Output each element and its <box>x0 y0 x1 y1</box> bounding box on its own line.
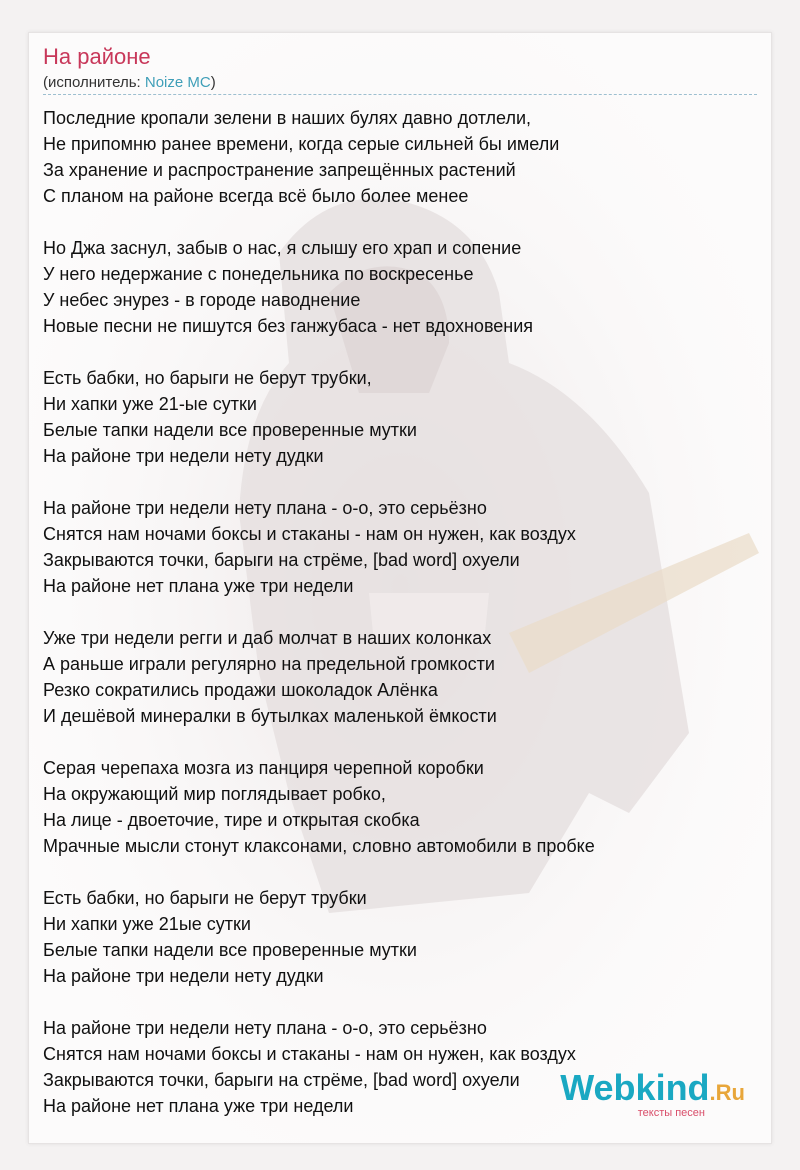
lyrics-line: Не припомню ранее времени, когда серые сильней бы имели <box>43 134 560 154</box>
lyrics-line: Снятся нам ночами боксы и стаканы - нам он нужен, как воздух <box>43 524 576 544</box>
lyrics-stanza <box>43 495 763 599</box>
lyrics-card <box>28 32 772 1144</box>
logo-main-text: Webkind <box>560 1067 710 1108</box>
lyrics-line: Ни хапки уже 21-ые сутки <box>43 394 257 414</box>
lyrics-line: На районе нет плана уже три недели <box>43 576 354 596</box>
lyrics-line: На районе три недели нету дудки <box>43 966 324 986</box>
lyrics-line: Мрачные мысли стонут клаксонами, словно автомобили в пробке <box>43 836 595 856</box>
lyrics-line: На районе нет плана уже три недели <box>43 1096 354 1116</box>
logo-tld: .Ru <box>709 1080 745 1105</box>
webkind-logo[interactable] <box>560 1067 745 1119</box>
lyrics-line: Резко сократились продажи шоколадок Алёнка <box>43 680 438 700</box>
lyrics-stanza <box>43 105 763 209</box>
lyrics-text <box>43 105 763 1144</box>
lyrics-line: У небес энурез - в городе наводнение <box>43 290 361 310</box>
performer-suffix: ) <box>210 74 216 91</box>
lyrics-line: Закрываются точки, барыги на стрёме, [bad word] охуели <box>43 550 520 570</box>
lyrics-line: На районе три недели нету дудки <box>43 446 324 466</box>
title-divider <box>43 94 757 95</box>
logo-tagline: тексты песен <box>637 1107 705 1119</box>
lyrics-line: Последние кропали зелени в наших булях давно дотлели, <box>43 108 532 128</box>
lyrics-stanza <box>43 235 763 339</box>
lyrics-line: На районе три недели нету плана - о-о, это серьёзно <box>43 498 487 518</box>
lyrics-line: Белые тапки надели все проверенные мутки <box>43 940 417 960</box>
lyrics-stanza <box>43 625 763 729</box>
performer-line <box>43 73 216 93</box>
lyrics-line: Есть бабки, но барыги не берут трубки <box>43 888 367 908</box>
lyrics-line: С планом на районе всегда всё было более менее <box>43 186 469 206</box>
logo-wordmark <box>560 1067 745 1111</box>
lyrics-line: На лице - двоеточие, тире и открытая скобка <box>43 810 420 830</box>
lyrics-line: На окружающий мир поглядывает робко, <box>43 784 386 804</box>
lyrics-line: Ни хапки уже 21ые сутки <box>43 914 251 934</box>
lyrics-line: За хранение и распространение запрещённых растений <box>43 160 516 180</box>
lyrics-line: А раньше играли регулярно на предельной громкости <box>43 654 495 674</box>
performer-link[interactable]: Noize MC <box>144 74 211 91</box>
performer-prefix: (исполнитель: <box>43 74 145 91</box>
lyrics-stanza <box>43 885 763 989</box>
lyrics-line: И дешёвой минералки в бутылках маленькой ёмкости <box>43 706 497 726</box>
lyrics-line: Белые тапки надели все проверенные мутки <box>43 420 417 440</box>
song-title: На районе <box>43 44 151 69</box>
lyrics-line: Закрываются точки, барыги на стрёме, [bad word] охуели <box>43 1070 520 1090</box>
lyrics-line: Но Джа заснул, забыв о нас, я слышу его храп и сопение <box>43 238 522 258</box>
lyrics-line: Есть бабки, но барыги не берут трубки, <box>43 368 372 388</box>
lyrics-stanza <box>43 365 763 469</box>
lyrics-stanza <box>43 755 763 859</box>
lyrics-line: Новые песни не пишутся без ганжубаса - нет вдохновения <box>43 316 534 336</box>
lyrics-line: Серая черепаха мозга из панциря черепной коробки <box>43 758 484 778</box>
lyrics-line: На районе три недели нету плана - о-о, это серьёзно <box>43 1018 487 1038</box>
lyrics-line: У него недержание с понедельника по воскресенье <box>43 264 474 284</box>
lyrics-line: Уже три недели регги и даб молчат в наших колонках <box>43 628 492 648</box>
lyrics-line: Снятся нам ночами боксы и стаканы - нам он нужен, как воздух <box>43 1044 576 1064</box>
